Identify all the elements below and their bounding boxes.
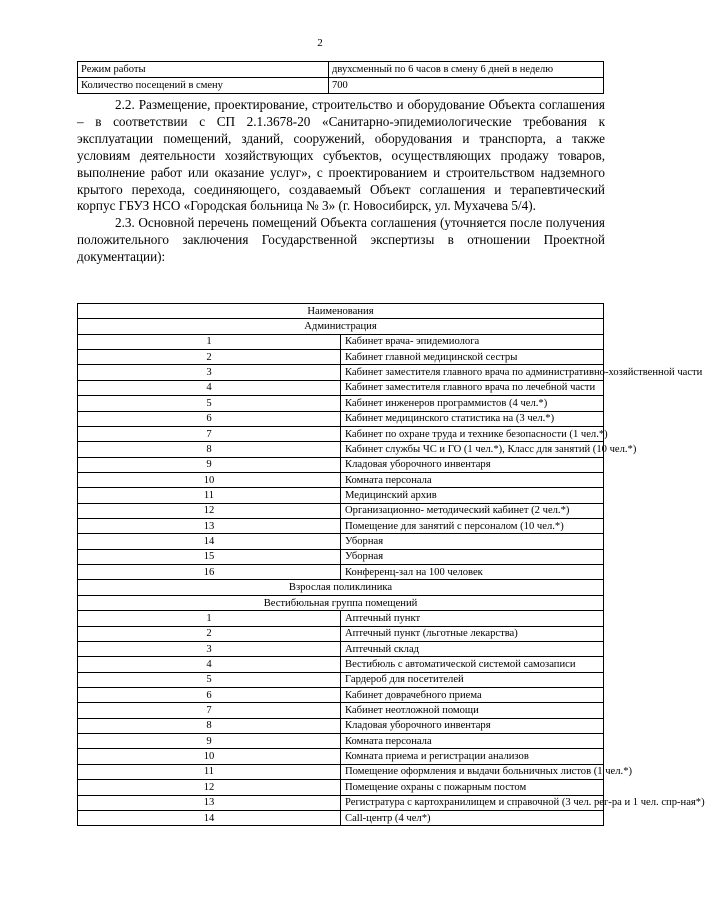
table-row [78, 780, 604, 795]
room-name: Организационно- методический кабинет (2 чел.*) [341, 503, 604, 518]
table-row [78, 411, 604, 426]
table-row [78, 519, 604, 534]
room-name: Вестибюль с автоматической системой самозаписи [341, 657, 604, 672]
room-number: 5 [78, 672, 341, 687]
table-row [78, 426, 604, 441]
schedule-value: двухсменный по 6 часов в смену 6 дней в неделю [329, 62, 604, 78]
room-name: Кабинет главной медицинской сестры [341, 350, 604, 365]
room-name: Call-центр (4 чел*) [341, 810, 604, 825]
room-number: 14 [78, 810, 341, 825]
room-number: 5 [78, 396, 341, 411]
table-row [78, 442, 604, 457]
schedule-row [78, 62, 604, 78]
subsection-vestibule: Вестибюльная группа помещений [78, 595, 604, 610]
table-row [78, 672, 604, 687]
room-number: 14 [78, 534, 341, 549]
table-row [78, 764, 604, 779]
table-row [78, 472, 604, 487]
table-row [78, 611, 604, 626]
room-name: Помещение оформления и выдачи больничных листов (1 чел.*) [341, 764, 604, 779]
schedule-value: 700 [329, 78, 604, 94]
table-row [78, 365, 604, 380]
table-row [78, 795, 604, 810]
table-row [78, 488, 604, 503]
table-row [78, 734, 604, 749]
schedule-row [78, 78, 604, 94]
table-header-row [78, 304, 604, 319]
rooms-table [77, 303, 705, 826]
room-name: Уборная [341, 534, 604, 549]
room-name: Комната персонала [341, 734, 604, 749]
room-name: Комната персонала [341, 472, 604, 487]
section-row [78, 319, 604, 334]
table-row [78, 749, 604, 764]
table-row [78, 718, 604, 733]
room-name: Кабинет врача- эпидемиолога [341, 334, 604, 349]
room-name: Аптечный пункт [341, 611, 604, 626]
table-row [78, 334, 604, 349]
room-number: 9 [78, 457, 341, 472]
room-name: Кабинет доврачебного приема [341, 687, 604, 702]
table-row [78, 565, 604, 580]
room-name: Кладовая уборочного инвентаря [341, 457, 604, 472]
room-name: Кабинет заместителя главного врача по административно-хозяйственной части [341, 365, 604, 380]
room-name: Аптечный склад [341, 641, 604, 656]
room-name: Гардероб для посетителей [341, 672, 604, 687]
table-row [78, 457, 604, 472]
table-row [78, 703, 604, 718]
room-name: Кладовая уборочного инвентаря [341, 718, 604, 733]
room-number: 12 [78, 503, 341, 518]
room-name: Помещение охраны с пожарным постом [341, 780, 604, 795]
room-number: 6 [78, 411, 341, 426]
room-name: Кабинет службы ЧС и ГО (1 чел.*), Класс для занятий (10 чел.*) [341, 442, 604, 457]
schedule-table [77, 61, 604, 94]
room-number: 7 [78, 426, 341, 441]
section-row [78, 595, 604, 610]
table-row [78, 503, 604, 518]
table-row [78, 380, 604, 395]
room-number: 11 [78, 488, 341, 503]
room-number: 4 [78, 657, 341, 672]
paragraph-2-3: 2.3. Основной перечень помещений Объекта соглашения (уточняется после получения положительного заключения Государственной экспертизы в отношении Проектной документации): [77, 215, 605, 265]
room-number: 3 [78, 641, 341, 656]
table-row [78, 626, 604, 641]
table-row [78, 657, 604, 672]
table-header: Наименования [78, 304, 604, 319]
schedule-label: Количество посещений в смену [78, 78, 329, 94]
page-number: 2 [317, 37, 323, 49]
table-row [78, 534, 604, 549]
room-name: Комната приема и регистрации анализов [341, 749, 604, 764]
room-number: 2 [78, 350, 341, 365]
room-number: 12 [78, 780, 341, 795]
room-name: Медицинский архив [341, 488, 604, 503]
table-row [78, 810, 604, 825]
room-number: 6 [78, 687, 341, 702]
room-name: Помещение для занятий с персоналом (10 чел.*) [341, 519, 604, 534]
paragraph-2-2: 2.2. Размещение, проектирование, строительство и оборудование Объекта соглашения – в соответствии с СП 2.1.3678-20 «Санитарно-эпидемиологические требования к эксплуатации помещений, зданий, сооружений, оборудования и транспорта, а также условиям деятельности хозяйствующих субъектов, осуществляющих продажу товаров, выполнение работ или оказание услуг», с проектированием и строительством надземного крытого перехода, соединяющего, создаваемый Объект соглашения и терапевтический корпус ГБУЗ НСО «Городская больница № 3» (г. Новосибирск, ул. Мухачева 5/4). [77, 97, 605, 214]
room-number: 10 [78, 472, 341, 487]
room-name: Кабинет заместителя главного врача по лечебной части [341, 380, 604, 395]
body-text [77, 97, 605, 266]
table-row [78, 350, 604, 365]
room-number: 8 [78, 718, 341, 733]
room-name: Регистратура с картохранилищем и справочной (3 чел. рег-ра и 1 чел. спр-ная*) [341, 795, 604, 810]
room-number: 9 [78, 734, 341, 749]
room-number: 13 [78, 795, 341, 810]
room-number: 1 [78, 611, 341, 626]
room-name: Уборная [341, 549, 604, 564]
table-row [78, 687, 604, 702]
room-number: 4 [78, 380, 341, 395]
room-name: Аптечный пункт (льготные лекарства) [341, 626, 604, 641]
room-name: Кабинет неотложной помощи [341, 703, 604, 718]
table-row [78, 396, 604, 411]
room-name: Кабинет медицинского статистика на (3 чел.*) [341, 411, 604, 426]
room-number: 10 [78, 749, 341, 764]
section-adult-clinic: Взрослая поликлиника [78, 580, 604, 595]
table-row [78, 549, 604, 564]
section-row [78, 580, 604, 595]
room-number: 7 [78, 703, 341, 718]
room-name: Конференц-зал на 100 человек [341, 565, 604, 580]
room-number: 11 [78, 764, 341, 779]
room-number: 2 [78, 626, 341, 641]
table-row [78, 641, 604, 656]
room-number: 15 [78, 549, 341, 564]
room-number: 13 [78, 519, 341, 534]
room-number: 16 [78, 565, 341, 580]
room-name: Кабинет по охране труда и технике безопасности (1 чел.*) [341, 426, 604, 441]
section-admin: Администрация [78, 319, 604, 334]
room-number: 3 [78, 365, 341, 380]
room-name: Кабинет инженеров программистов (4 чел.*) [341, 396, 604, 411]
room-number: 8 [78, 442, 341, 457]
schedule-label: Режим работы [78, 62, 329, 78]
room-number: 1 [78, 334, 341, 349]
